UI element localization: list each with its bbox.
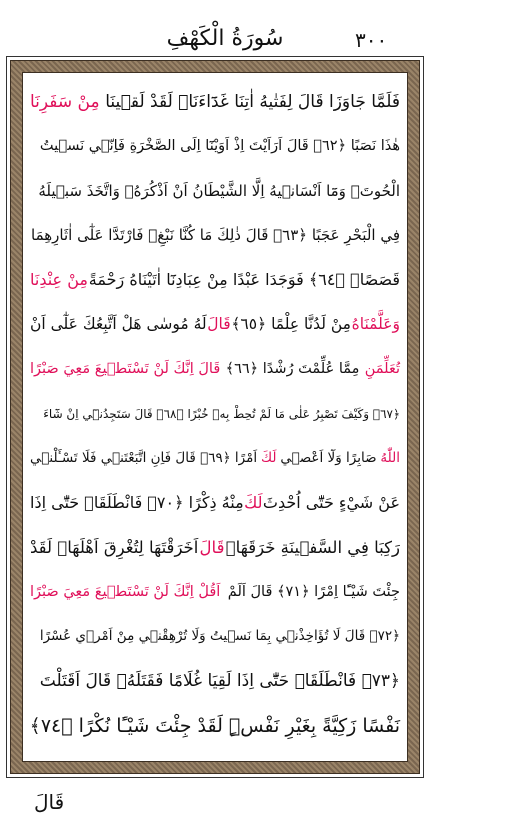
verse-text-area <box>30 82 400 752</box>
verse-line <box>30 260 400 300</box>
verse-text: اَخَرَقْتَهَا لِتُغْرِقَ اَهْلَهَاۚ لَقَدْ <box>30 537 199 557</box>
verse-text: اَمْرًا ﴿٦٩﴾ قَالَ فَاِنِ اتَّبَعْتَن۪ي فَلَا تَسْـَٔلْن۪ي <box>30 450 258 467</box>
verse-text: مِنْ لَدُنَّا عِلْمًا ﴿٦٥﴾ <box>231 315 351 334</box>
verse-text: صَابِرًا وَلَٓا اَعْص۪ي <box>280 450 377 467</box>
verse-text: رَكِبَا فِي السَّف۪ينَةِ خَرَقَهَاۜ <box>225 537 400 557</box>
highlighted-text: مِنْ سَفَرِنَا <box>30 91 100 112</box>
highlighted-text: لَكَ <box>244 493 263 513</box>
highlighted-text: اَقُلْ اِنَّكَ لَنْ تَسْتَط۪يعَ مَعِيَ صَبْرًا <box>30 584 221 601</box>
verse-text: مِمَّا عُلِّمْتَ رُشْدًا ﴿٦٦﴾ <box>225 361 360 378</box>
page-number: ٣٠٠ <box>355 28 388 52</box>
verse-text: قَصَصًاۙ ﴿٦٤﴾ فَوَجَدَا عَبْدًا مِنْ عِبَادِنَٓا اٰتَيْنَاهُ رَحْمَةً <box>88 270 400 290</box>
verse-text: ﴿٦٧﴾ وَكَيْفَ تَصْبِرُ عَلٰى مَا لَمْ تُحِطْ بِه۪ خُبْرًا ﴿٦٨﴾ قَالَ سَتَجِدُن۪ٓي اِنْ شَٓاءَ <box>43 407 400 422</box>
highlighted-text: مِنْ عِنْدِنَا <box>30 270 88 290</box>
highlighted-text: وَعَلَّمْنَاهُ <box>351 315 400 334</box>
verse-text: نَفْسًا زَكِيَّةً بِغَيْرِ نَفْسٍۜ لَقَدْ جِئْتَ شَيْـًٔا نُكْرًا ﴿٧٤﴾ <box>29 714 400 737</box>
verse-text: عَنْ شَيْءٍ حَتّٰٓى اُحْدِثَ <box>262 493 400 513</box>
verse-line <box>30 350 400 390</box>
verse-text: لَهُ مُوسٰى هَلْ اَتَّبِعُكَ عَلٰٓى اَنْ <box>30 315 207 334</box>
highlighted-text: قَالَ اِنَّكَ لَنْ تَسْتَط۪يعَ مَعِيَ صَبْرًا <box>30 361 221 378</box>
verse-line <box>30 617 400 657</box>
verse-line <box>30 573 400 613</box>
verse-line <box>30 394 400 434</box>
highlighted-text: اللّٰهُ <box>380 450 400 467</box>
highlighted-text: قَالَ <box>207 315 231 334</box>
verse-line <box>30 82 400 122</box>
surah-title: سُورَةُ الْكَهْفِ <box>166 26 284 51</box>
verse-text: ﴿٧٢﴾ قَالَ لَا تُؤَاخِذْن۪ي بِمَا نَس۪يتُ وَلَا تُرْهِقْن۪ي مِنْ اَمْر۪ي عُسْرًا <box>39 628 400 645</box>
verse-line <box>30 662 400 702</box>
verse-line <box>30 171 400 211</box>
verse-line <box>30 305 400 345</box>
verse-text: فِي الْبَحْرِ عَجَبًا ﴿٦٣﴾ قَالَ ذٰلِكَ مَا كُنَّا نَبْغِۗ فَارْتَدَّا عَلٰٓى اٰثَارِهِمَا <box>31 226 400 245</box>
verse-line <box>30 127 400 167</box>
verse-line <box>30 216 400 256</box>
verse-text: مِنْهُ ذِكْرًا ﴿٧٠﴾ فَانْطَلَقَاࣞ حَتّٰٓى اِذَا <box>30 493 244 513</box>
verse-line <box>30 439 400 479</box>
page-header <box>0 0 518 62</box>
verse-line <box>30 528 400 568</box>
catchword: قَالَ <box>34 790 65 814</box>
verse-text: ﴿٧٣﴾ فَانْطَلَقَاࣞ حَتّٰٓى اِذَا لَقِيَا غُلَامًا فَقَتَلَهُۙ قَالَ اَقَتَلْتَ <box>39 671 400 692</box>
highlighted-text: قَالَ <box>199 537 225 557</box>
verse-text: جِئْتَ شَيْـًٔا اِمْرًا ﴿٧١﴾ قَالَ اَلَمْ <box>227 584 400 601</box>
verse-line <box>30 706 400 746</box>
verse-text: هٰذَا نَصَبًا ﴿٦٢﴾ قَالَ اَرَاَيْتَ اِذْ اَوَيْنَٓا اِلَى الصَّخْرَةِ فَاِنّ۪ي نَس۪يتُ <box>39 138 400 155</box>
verse-text: الْحُوتَۘ وَمَٓا اَنْسَان۪يهُ اِلَّا الشَّيْطَانُ اَنْ اَذْكُرَهُۚ وَاتَّخَذَ سَب۪يلَهُ <box>38 181 400 200</box>
verse-text: فَلَمَّا جَاوَزَا قَالَ لِفَتٰيهُ اٰتِنَا غَدَٓاءَنَاۘ لَقَدْ لَق۪ينَا <box>105 91 400 112</box>
verse-line <box>30 483 400 523</box>
highlighted-text: تُعَلِّمَنِ <box>364 361 400 378</box>
highlighted-text: لَكَ <box>260 450 277 467</box>
